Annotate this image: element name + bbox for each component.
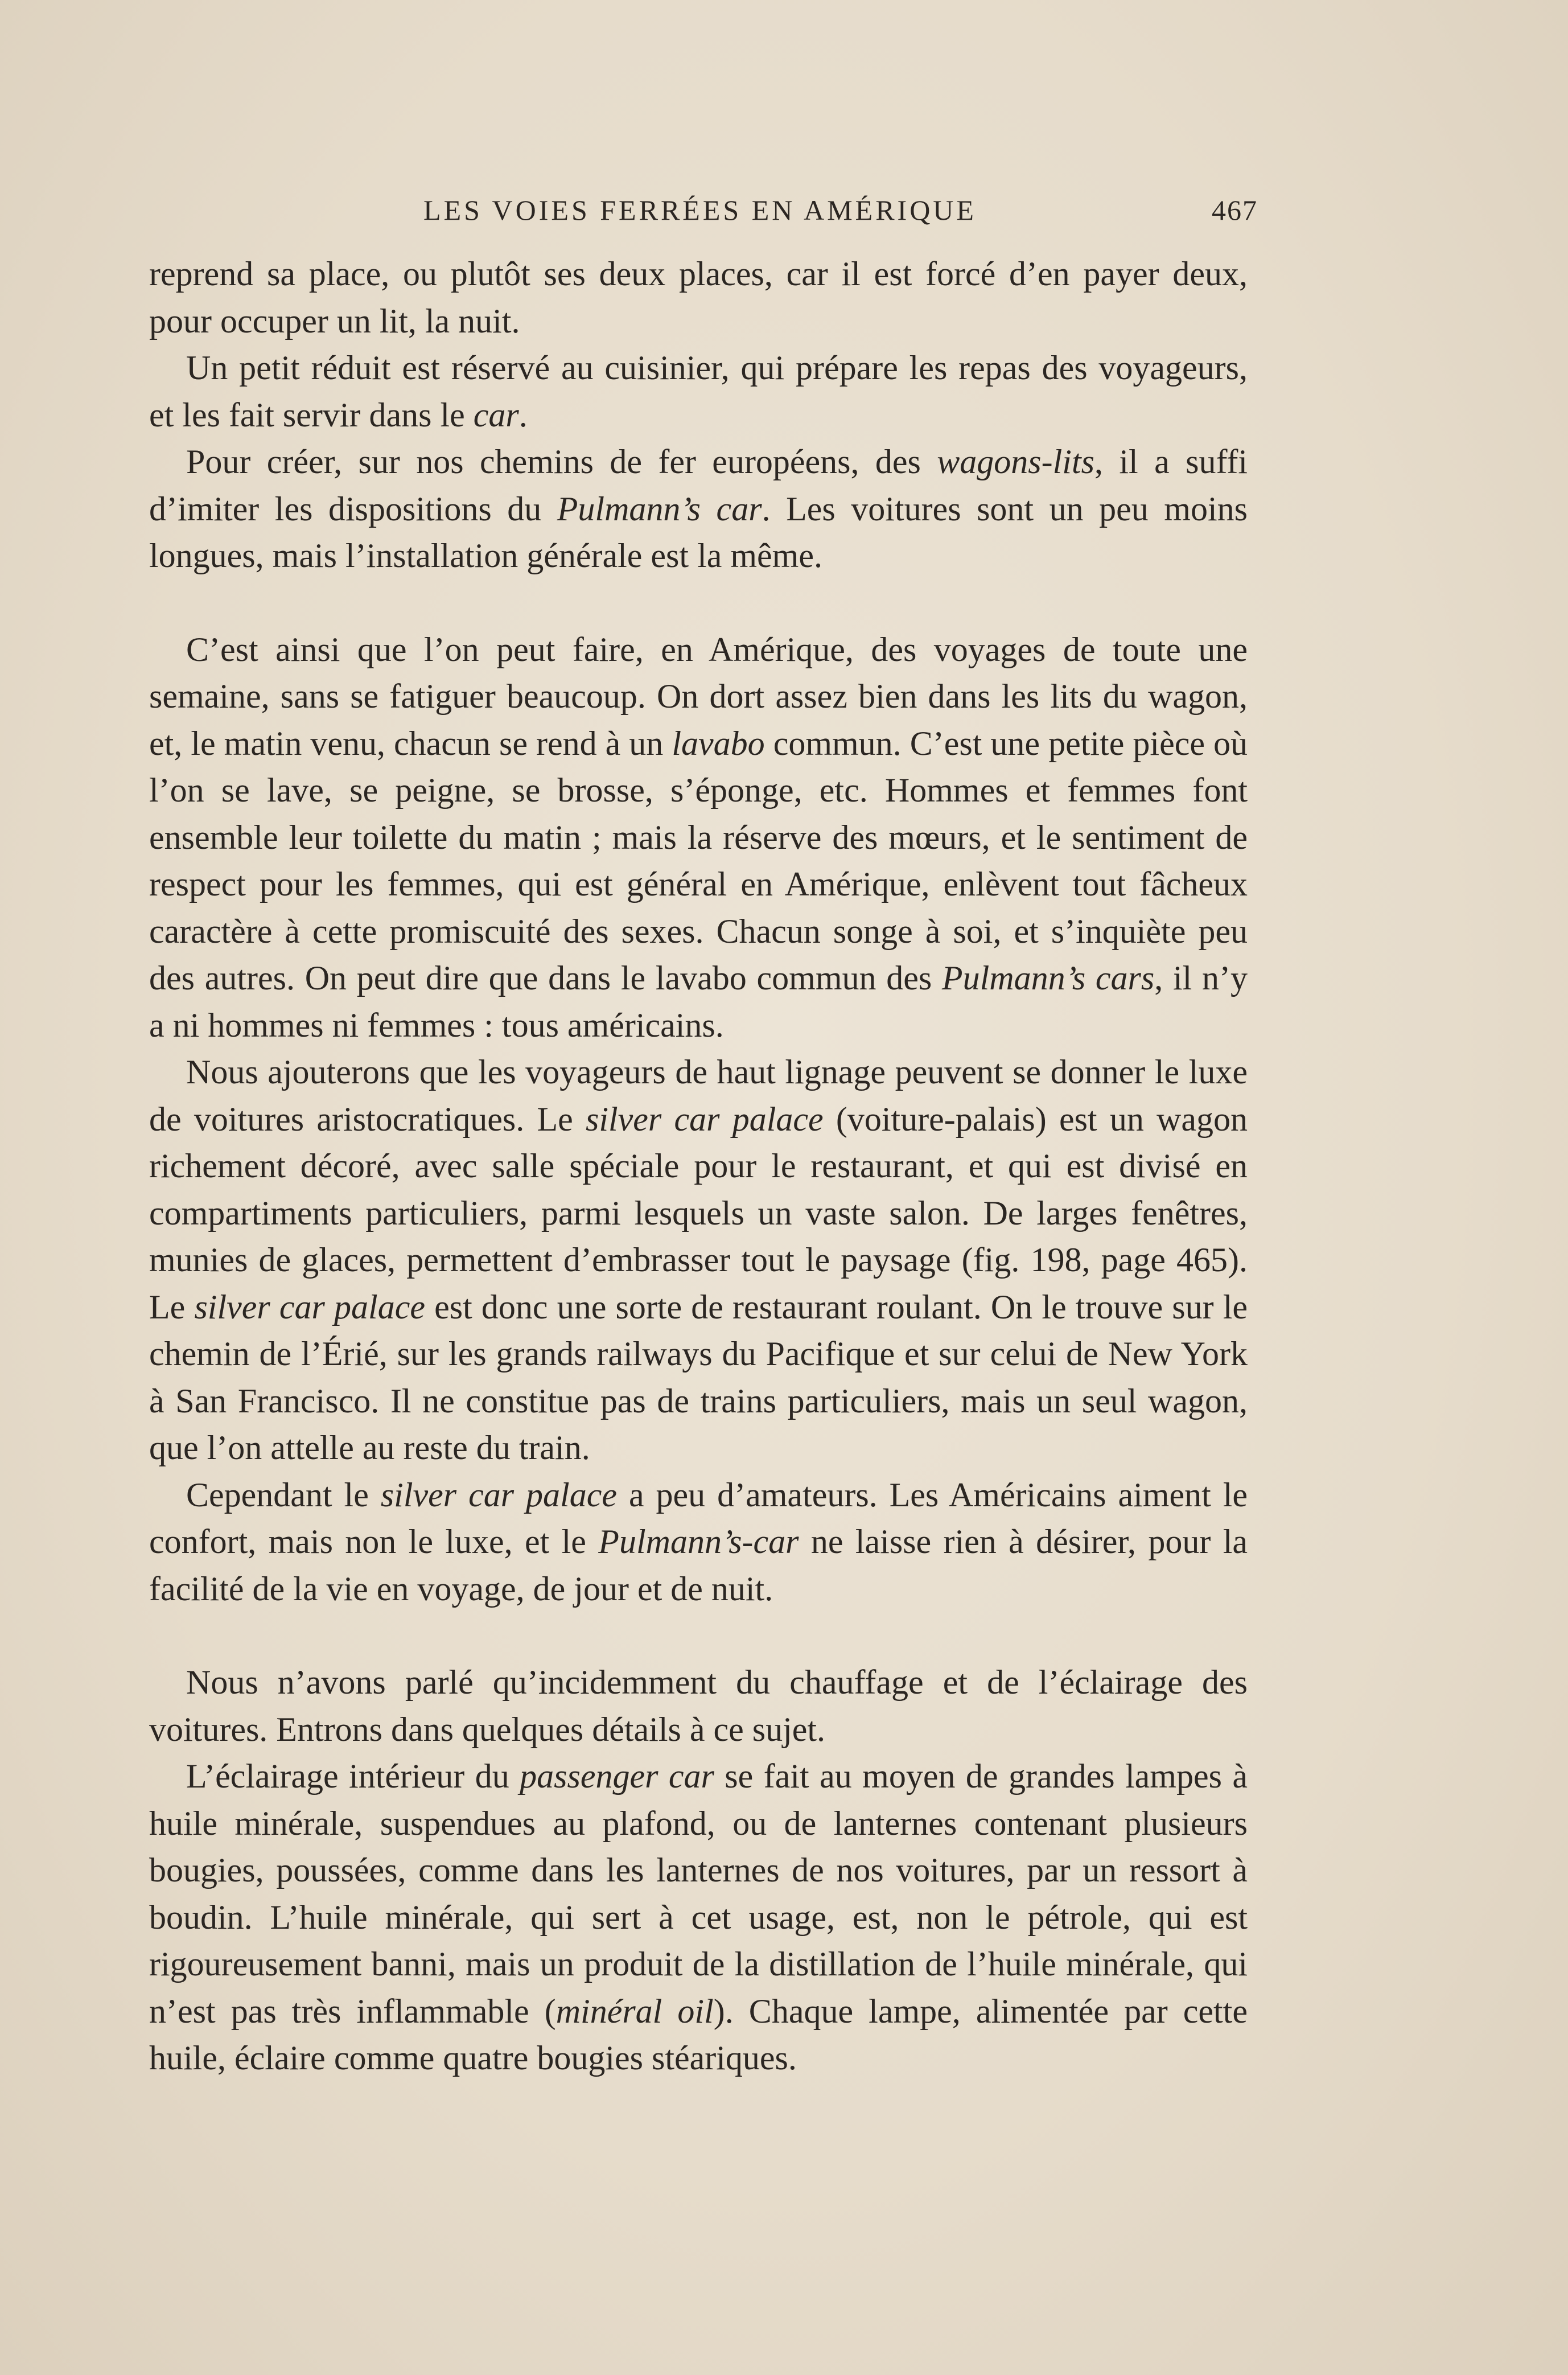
- paragraph-6: Cependant le silver car palace a peu d’amateurs. Les Américains aiment le confort, mais non le luxe, et le Pulmann’s-car ne laisse rien à désirer, pour la facilité de la vie en voyage, de jour et de nuit.: [149, 1476, 1248, 1608]
- paragraph-4: C’est ainsi que l’on peut faire, en Amérique, des voyages de toute une semaine, sans se fatiguer beaucoup. On dort assez bien dans les lits du wagon, et, le matin venu, chacun se rend à un lavabo commun. C’est une petite pièce où l’on se lave, se peigne, se brosse, s’éponge, etc. Hommes et femmes font ensemble leur toilette du matin ; mais la réserve des mœurs, et le sentiment de respect pour les femmes, qui est général en Amérique, enlèvent tout fâcheux caractère à cette promiscuité des sexes. Chacun songe à soi, et s’inquiète peu des autres. On peut dire que dans le lavabo commun des Pulmann’s cars, il n’y a ni hommes ni femmes : tous américains.: [149, 630, 1248, 1044]
- page-body: [149, 250, 1248, 2082]
- paragraph-5: Nous ajouterons que les voyageurs de haut lignage peuvent se donner le luxe de voitures aristocratiques. Le silver car palace (voiture-palais) est un wagon richement décoré, avec salle spéciale pour le restaurant, et qui est divisé en compartiments particuliers, parmi lesquels un vaste salon. De larges fenêtres, munies de glaces, permettent d’embrasser tout le paysage (fig. 198, page 465). Le silver car palace est donc une sorte de restaurant roulant. On le trouve sur le chemin de l’Érié, sur les grands railways du Pacifique et sur celui de New York à San Francisco. Il ne constitue pas de trains particuliers, mais un seul wagon, que l’on attelle au reste du train.: [149, 1053, 1248, 1466]
- paragraph-1: reprend sa place, ou plutôt ses deux places, car il est forcé d’en payer deux, pour occuper un lit, la nuit.: [149, 255, 1248, 340]
- paragraph-2: Un petit réduit est réservé au cuisinier, qui prépare les repas des voyageurs, et les fait servir dans le car.: [149, 349, 1248, 434]
- running-head: LES VOIES FERRÉES EN AMÉRIQUE: [423, 194, 977, 226]
- page-number: 467: [1212, 194, 1258, 226]
- paragraph-3: Pour créer, sur nos chemins de fer européens, des wagons-lits, il a suffi d’imiter les dispositions du Pulmann’s car. Les voitures sont un peu moins longues, mais l’installation générale est la même.: [149, 443, 1248, 574]
- paragraph-7: Nous n’avons parlé qu’incidemment du chauffage et de l’éclairage des voitures. Entrons dans quelques détails à ce sujet.: [149, 1663, 1248, 1748]
- paragraph-8: L’éclairage intérieur du passenger car se fait au moyen de grandes lampes à huile minérale, suspendues au plafond, ou de lanternes contenant plusieurs bougies, poussées, comme dans les lanternes de nos voitures, par un ressort à boudin. L’huile minérale, qui sert à cet usage, est, non le pétrole, qui est rigoureusement banni, mais un produit de la distillation de l’huile minérale, qui n’est pas très inflammable (minéral oil). Chaque lampe, alimentée par cette huile, éclaire comme quatre bougies stéariques.: [149, 1757, 1248, 2077]
- page-header: [154, 194, 1258, 239]
